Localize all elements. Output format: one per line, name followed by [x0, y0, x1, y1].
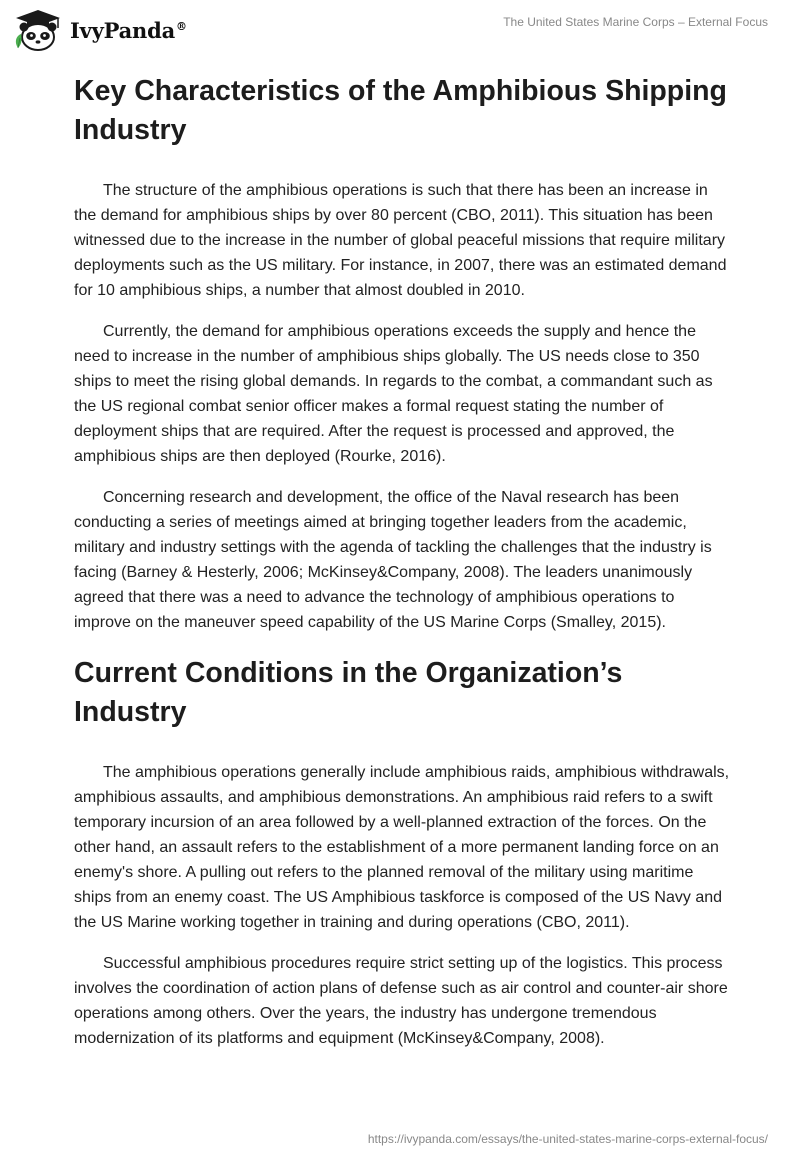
paragraph: Currently, the demand for amphibious operations exceeds the supply and hence the need to increase in the number of amphibious ships globally. The US needs close to 350 ships to meet the rising global demands. In regards to the combat, a commandant such as the US regional combat senior officer makes a formal request stating the number of deployment ships that are required. After the request is processed and approved, the amphibious ships are then deployed (Rourke, 2016). — [74, 323, 713, 465]
section-heading: Current Conditions in the Organization’s Industry — [74, 657, 623, 728]
paragraph: Successful amphibious procedures require strict setting up of the logistics. This process involves the coordination of action plans of defense such as air control and counter-air shore operations among others. Over the years, the industry has undergone tremendous modernization of its platforms and equipment (McKinsey&Company, 2008). — [74, 955, 728, 1047]
brand-name: IvyPanda® — [70, 17, 187, 43]
essay-body — [74, 72, 734, 1051]
paragraph: The amphibious operations generally include amphibious raids, amphibious withdrawals, amphibious assaults, and amphibious demonstrations. An amphibious raid refers to a swift temporary incursion of an area followed by a well-planned extraction of the forces. On the other hand, an assault refers to the establishment of a more permanent landing force on an enemy's shore. A pulling out refers to the planned removal of the military using maritime ships from an enemy coast. The US Amphibious taskforce is composed of the US Navy and the US Marine working together in training and during operations (CBO, 2011). — [74, 764, 730, 931]
page-header — [0, 0, 800, 60]
paragraph: The structure of the amphibious operations is such that there has been an increase in the demand for amphibious ships by over 80 percent (CBO, 2011). This situation has been witnessed due to the increase in the number of global peaceful missions that require military deployments such as the US military. For instance, in 2007, there was an estimated demand for 10 amphibious ships, a number that almost doubled in 2010. — [74, 182, 727, 299]
section-heading: Key Characteristics of the Amphibious Shipping Industry — [74, 75, 727, 146]
source-url[interactable]: https://ivypanda.com/essays/the-united-states-marine-corps-external-focus/ — [367, 1132, 768, 1146]
panda-graduate-icon — [12, 8, 64, 52]
paragraph: Concerning research and development, the office of the Naval research has been conducting a series of meetings aimed at bringing together leaders from the academic, military and industry settings with the agenda of tackling the challenges that the industry is facing (Barney & Hesterly, 2006; McKinsey&Company, 2008). The leaders unanimously agreed that there was a need to advance the technology of amphibious operations to improve on the maneuver speed capability of the US Marine Corps (Smalley, 2015). — [74, 489, 712, 631]
document-running-title: The United States Marine Corps – External Focus — [503, 15, 768, 29]
ivypanda-logo[interactable] — [12, 8, 187, 52]
